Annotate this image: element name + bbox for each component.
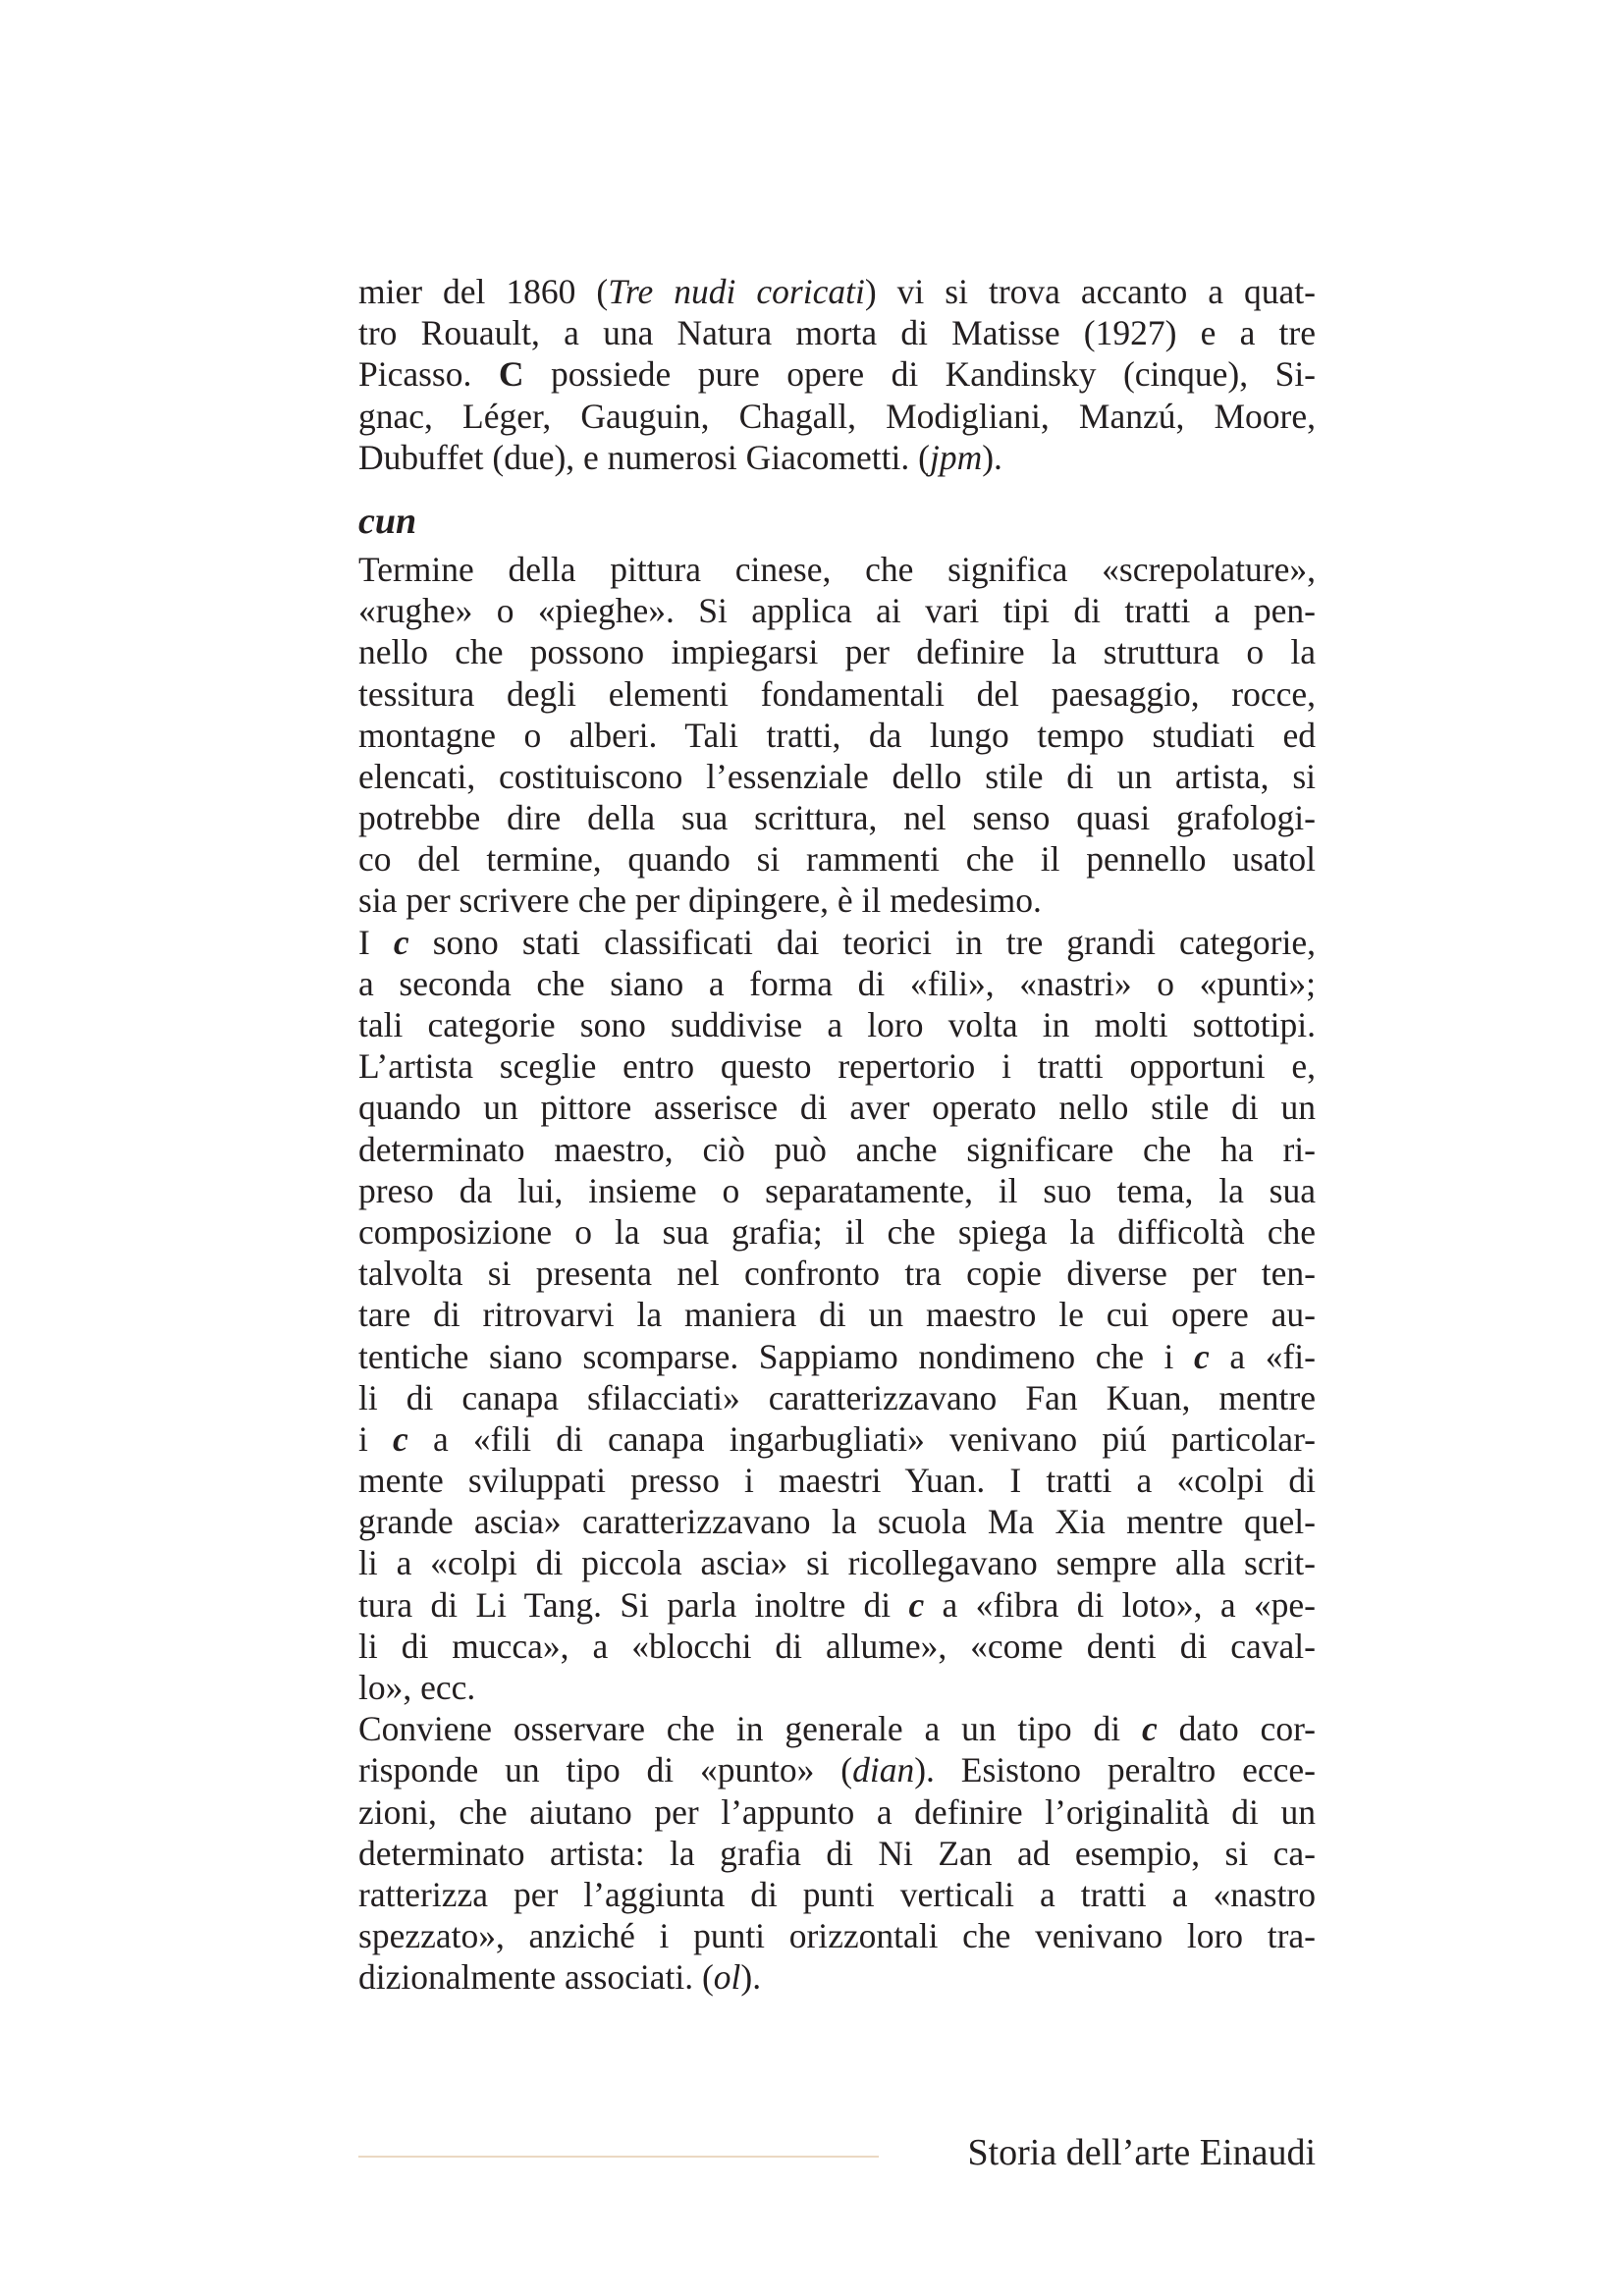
text-run: ratterizza per l’aggiunta di punti verticali a tratti a «nastro xyxy=(358,1874,1316,1914)
entry-line xyxy=(358,1956,1316,1998)
intro-paragraph xyxy=(358,271,1316,478)
text-run: mier del 1860 ( xyxy=(358,272,609,311)
text-run: ) vi si trova accanto a quat- xyxy=(864,272,1316,311)
text-run: a «fi- xyxy=(1209,1336,1316,1376)
entry-line xyxy=(358,1749,1316,1790)
text-run: possiede pure opere di Kandinsky (cinque), Si- xyxy=(523,354,1316,395)
text-run: tessitura degli elementi fondamentali del paesaggio, rocce, xyxy=(358,673,1316,714)
entry-line xyxy=(358,549,1316,590)
headword-abbrev: c xyxy=(1194,1336,1210,1376)
headword-abbrev: c xyxy=(1141,1709,1158,1749)
entry-line xyxy=(358,922,1316,963)
entry-paragraph xyxy=(358,549,1316,922)
entry-line xyxy=(358,1626,1316,1667)
italic-text: ol xyxy=(713,1957,741,1998)
text-run: risponde un tipo di «punto» ( xyxy=(358,1750,853,1790)
entry-line xyxy=(358,1211,1316,1253)
entry-line xyxy=(358,1460,1316,1501)
text-run: tura di Li Tang. Si parla inoltre di xyxy=(358,1584,909,1625)
entry-line xyxy=(358,1087,1316,1128)
headword-abbrev: c xyxy=(908,1584,925,1625)
text-run: tali categorie sono suddivise a loro volta in molti sottotipi. xyxy=(358,1005,1316,1044)
text-run: dizionalmente associati. ( xyxy=(358,1957,714,1998)
entry-line xyxy=(358,1584,1316,1626)
text-run: preso da lui, insieme o separatamente, il suo tema, la sua xyxy=(358,1170,1316,1210)
entry-line xyxy=(358,756,1316,797)
text-run: potrebbe dire della sua scrittura, nel senso quasi grafologi- xyxy=(358,798,1316,838)
italic-text: Tre nudi coricati xyxy=(608,272,865,311)
intro-line xyxy=(358,353,1316,395)
text-run: zioni, che aiutano per l’appunto a definire l’originalità di un xyxy=(358,1791,1316,1832)
text-run: I xyxy=(358,922,394,962)
entry-line xyxy=(358,590,1316,631)
text-run: a «fibra di loto», a «pe- xyxy=(924,1584,1316,1625)
text-run: sia per scrivere che per dipingere, è il medesimo. xyxy=(358,881,1042,921)
entry-line xyxy=(358,1418,1316,1460)
text-run: tentiche siano scomparse. Sappiamo nondimeno che i xyxy=(358,1336,1195,1376)
text-run: Termine della pittura cinese, che significa «screpolature», xyxy=(358,549,1316,589)
entry-headword: cun xyxy=(358,500,417,542)
text-run: composizione o la sua grafia; il che spiega la difficoltà che xyxy=(358,1211,1316,1252)
entry-line xyxy=(358,1045,1316,1087)
text-run: «rughe» o «pieghe». Si applica ai vari tipi di tratti a pen- xyxy=(358,591,1316,631)
text-run: co del termine, quando si rammenti che il pennello usatol xyxy=(358,839,1316,880)
page-body xyxy=(358,271,1316,1999)
text-run: tro Rouault, a una Natura morta di Matisse (1927) e a tre xyxy=(358,313,1316,353)
entry-line xyxy=(358,963,1316,1004)
entry-line xyxy=(358,1542,1316,1583)
entry-line xyxy=(358,1667,1316,1708)
text-run: quando un pittore asserisce di aver operato nello stile di un xyxy=(358,1088,1316,1128)
text-run: li a «colpi di piccola ascia» si ricollegavano sempre alla scrit- xyxy=(358,1543,1316,1583)
text-run: ). xyxy=(982,437,1002,477)
headword-abbrev: c xyxy=(393,1418,408,1459)
headword-abbrev: c xyxy=(393,922,409,962)
text-run: li di canapa sfilacciati» caratterizzavano Fan Kuan, mentre xyxy=(358,1377,1316,1417)
text-run: nello che possono impiegarsi per definire la struttura o la xyxy=(358,632,1316,672)
entry-body xyxy=(358,549,1316,1999)
entry-line xyxy=(358,1708,1316,1749)
entry-line xyxy=(358,880,1316,921)
italic-text: jpm xyxy=(929,437,983,477)
text-run: i xyxy=(358,1418,394,1459)
entry-paragraph xyxy=(358,922,1316,1709)
entry-line xyxy=(358,673,1316,715)
intro-line xyxy=(358,312,1316,353)
entry-line xyxy=(358,1294,1316,1335)
entry-line xyxy=(358,1791,1316,1833)
footer-title: Storia dell’arte Einaudi xyxy=(967,2132,1316,2173)
text-run: grande ascia» caratterizzavano la scuola Ma Xia mentre quel- xyxy=(358,1502,1316,1542)
entry-line xyxy=(358,715,1316,756)
intro-line xyxy=(358,437,1316,478)
text-run: tare di ritrovarvi la maniera di un maestro le cui opere au- xyxy=(358,1295,1316,1335)
text-run: li di mucca», a «blocchi di allume», «come denti di caval- xyxy=(358,1626,1316,1666)
text-run: determinato artista: la grafia di Ni Zan ad esempio, si ca- xyxy=(358,1833,1316,1873)
headword-abbrev: C xyxy=(498,354,524,395)
entry-line xyxy=(358,1004,1316,1045)
footer xyxy=(358,2120,1316,2179)
entry-line xyxy=(358,631,1316,672)
text-run: a seconda che siano a forma di «fili», «nastri» o «punti»; xyxy=(358,963,1316,1003)
text-run: montagne o alberi. Tali tratti, da lungo tempo studiati ed xyxy=(358,715,1316,755)
text-run: determinato maestro, ciò può anche significare che ha ri- xyxy=(358,1129,1316,1169)
text-run: dato cor- xyxy=(1157,1709,1317,1749)
text-run: Picasso. xyxy=(358,354,499,395)
text-run: L’artista sceglie entro questo repertorio i tratti opportuni e, xyxy=(358,1046,1316,1087)
intro-line xyxy=(358,396,1316,437)
footer-rule xyxy=(358,2156,879,2158)
entry-line xyxy=(358,838,1316,880)
text-run: ). Esistono peraltro ecce- xyxy=(914,1750,1316,1790)
text-run: talvolta si presenta nel confronto tra copie diverse per ten- xyxy=(358,1254,1316,1294)
text-run: Dubuffet (due), e numerosi Giacometti. ( xyxy=(358,437,930,477)
text-run: Conviene osservare che in generale a un tipo di xyxy=(358,1709,1142,1749)
entry-line xyxy=(358,1874,1316,1915)
entry-line xyxy=(358,1501,1316,1542)
intro-line xyxy=(358,271,1316,312)
entry-line xyxy=(358,797,1316,838)
text-run: gnac, Léger, Gauguin, Chagall, Modigliani, Manzú, Moore, xyxy=(358,396,1316,436)
text-run: sono stati classificati dai teorici in tre grandi categorie, xyxy=(408,922,1316,962)
entry-line xyxy=(358,1170,1316,1211)
text-run: elencati, costituiscono l’essenziale dello stile di un artista, si xyxy=(358,756,1316,796)
italic-text: dian xyxy=(852,1750,915,1790)
entry-paragraph xyxy=(358,1708,1316,1998)
entry-line xyxy=(358,1336,1316,1377)
text-run: mente sviluppati presso i maestri Yuan. I tratti a «colpi di xyxy=(358,1461,1316,1501)
entry-line xyxy=(358,1129,1316,1170)
text-run: ). xyxy=(740,1957,762,1998)
text-run: spezzato», anziché i punti orizzontali che venivano loro tra- xyxy=(358,1916,1316,1956)
text-run: lo», ecc. xyxy=(358,1668,476,1707)
text-run: a «fili di canapa ingarbugliati» venivano piú particolar- xyxy=(407,1418,1316,1459)
entry-line xyxy=(358,1915,1316,1956)
entry-line xyxy=(358,1253,1316,1294)
entry-line xyxy=(358,1377,1316,1418)
entry-line xyxy=(358,1833,1316,1874)
